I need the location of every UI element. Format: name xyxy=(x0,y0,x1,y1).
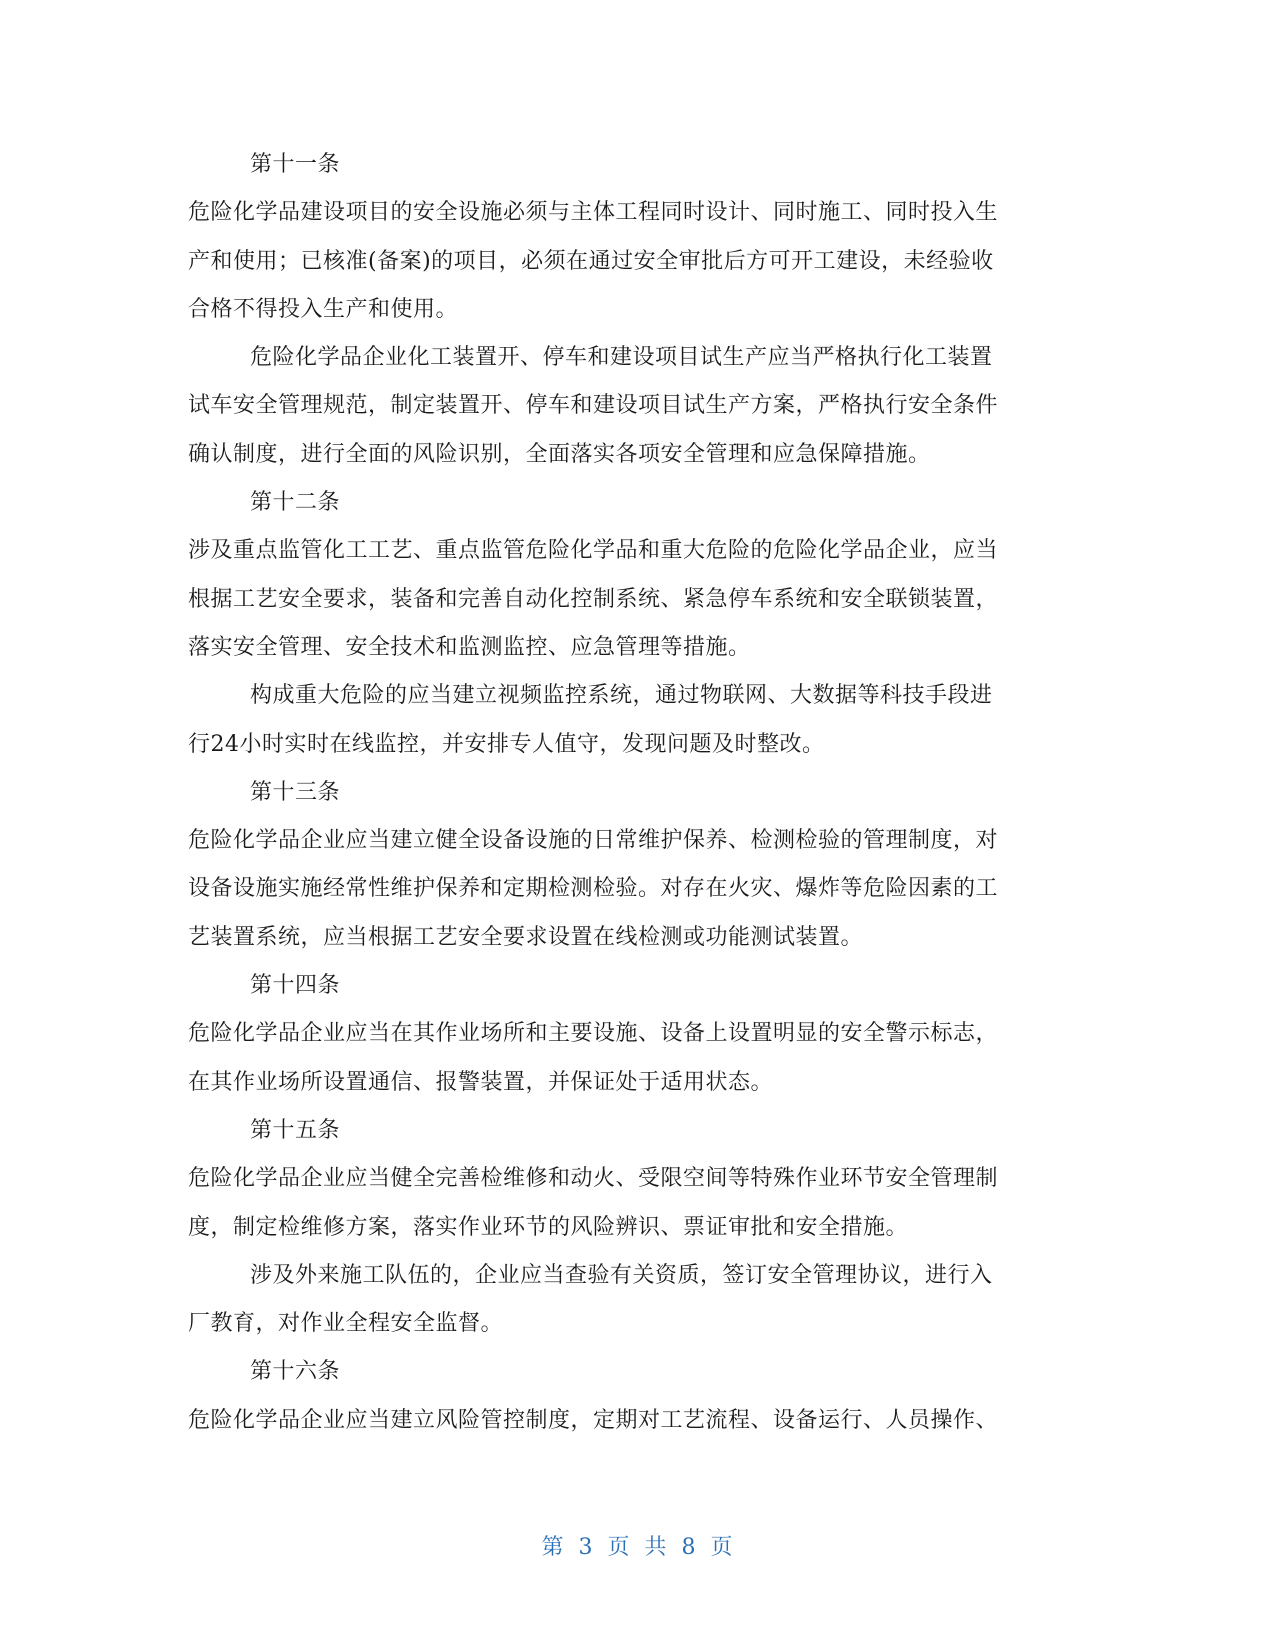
page-number-footer: 第 3 页 共 8 页 xyxy=(541,1535,734,1560)
document-body xyxy=(188,141,1088,1445)
article-heading-16: 第十六条 xyxy=(250,1359,341,1385)
paragraph-line: 危险化学品企业化工装置开、停车和建设项目试生产应当严格执行化工装置 xyxy=(250,345,993,371)
paragraph-line: 危险化学品企业应当建立健全设备设施的日常维护保养、检测检验的管理制度，对 xyxy=(188,828,999,854)
paragraph-line: 危险化学品企业应当建立风险管控制度，定期对工艺流程、设备运行、人员操作、 xyxy=(188,1407,999,1433)
paragraph-line: 危险化学品建设项目的安全设施必须与主体工程同时设计、同时施工、同时投入生 xyxy=(188,200,999,226)
paragraph-line: 构成重大危险的应当建立视频监控系统，通过物联网、大数据等科技手段进 xyxy=(250,683,993,709)
paragraph-line: 确认制度，进行全面的风险识别，全面落实各项安全管理和应急保障措施。 xyxy=(188,441,931,467)
paragraph-line: 在其作业场所设置通信、报警装置，并保证处于适用状态。 xyxy=(188,1069,774,1095)
paragraph-line: 艺装置系统，应当根据工艺安全要求设置在线检测或功能测试装置。 xyxy=(188,924,864,950)
paragraph-line: 危险化学品企业应当健全完善检维修和动火、受限空间等特殊作业环节安全管理制 xyxy=(188,1166,999,1192)
paragraph-line: 涉及重点监管化工工艺、重点监管危险化学品和重大危险的危险化学品企业，应当 xyxy=(188,538,999,564)
article-heading-13: 第十三条 xyxy=(250,779,341,805)
article-heading-15: 第十五条 xyxy=(250,1117,341,1143)
paragraph-line: 危险化学品企业应当在其作业场所和主要设施、设备上设置明显的安全警示标志， xyxy=(188,1021,999,1047)
paragraph-line: 根据工艺安全要求，装备和完善自动化控制系统、紧急停车系统和安全联锁装置， xyxy=(188,586,999,612)
paragraph-line: 产和使用；已核准(备案)的项目，必须在通过安全审批后方可开工建设，未经验收 xyxy=(188,248,994,274)
paragraph-line: 合格不得投入生产和使用。 xyxy=(188,296,459,322)
article-heading-12: 第十二条 xyxy=(250,490,341,516)
paragraph-line: 设备设施实施经常性维护保养和定期检测检验。对存在火灾、爆炸等危险因素的工 xyxy=(188,876,999,902)
paragraph-line: 行24小时实时在线监控，并安排专人值守，发现问题及时整改。 xyxy=(188,731,825,757)
paragraph-line: 厂教育，对作业全程安全监督。 xyxy=(188,1311,504,1337)
paragraph-line: 试车安全管理规范，制定装置开、停车和建设项目试生产方案，严格执行安全条件 xyxy=(188,393,999,419)
article-heading-11: 第十一条 xyxy=(250,152,341,177)
paragraph-line: 涉及外来施工队伍的，企业应当查验有关资质，签订安全管理协议，进行入 xyxy=(250,1262,993,1288)
article-heading-14: 第十四条 xyxy=(250,973,341,999)
paragraph-line: 度，制定检维修方案，落实作业环节的风险辨识、票证审批和安全措施。 xyxy=(188,1214,909,1240)
paragraph-line: 落实安全管理、安全技术和监测监控、应急管理等措施。 xyxy=(188,634,751,660)
